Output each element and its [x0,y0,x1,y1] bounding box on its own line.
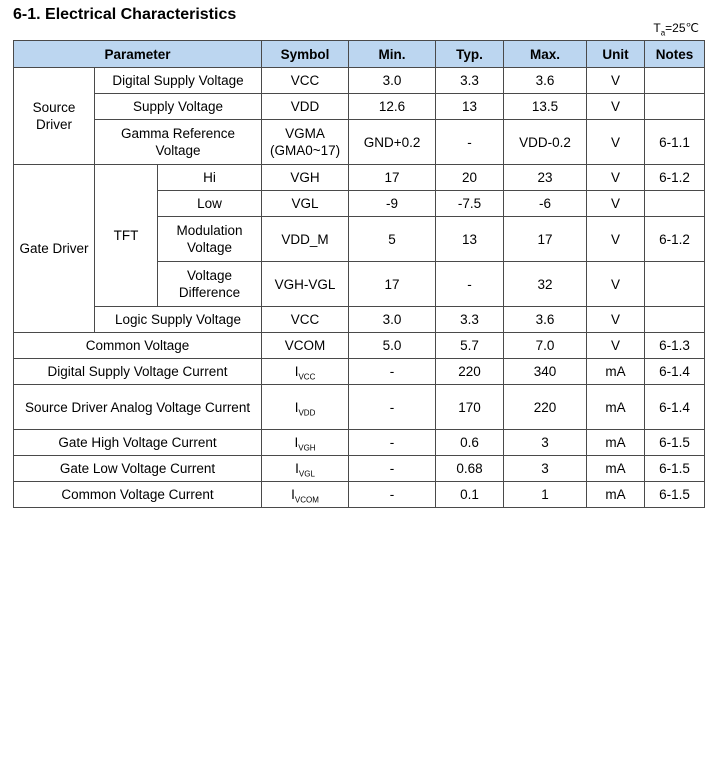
header-unit: Unit [587,41,645,68]
min-cell: - [349,482,436,508]
max-cell: VDD-0.2 [504,120,587,165]
min-cell: 5 [349,217,436,262]
ambient-temperature-condition: $T_a=25℃$ [653,21,699,38]
symbol-cell: VGL [262,191,349,217]
typ-cell: 3.3 [436,68,504,94]
group-source-driver: Source Driver [14,68,95,165]
max-cell: 220 [504,385,587,430]
table-row [14,482,705,508]
notes-cell [645,262,705,307]
symbol-cell: VCC [262,307,349,333]
param-cell: Gate High Voltage Current [14,430,262,456]
symbol-cell: VCC [262,68,349,94]
min-cell: 5.0 [349,333,436,359]
max-cell: 1 [504,482,587,508]
param-cell: Low [158,191,262,217]
typ-cell: 3.3 [436,307,504,333]
section-title: 6-1. Electrical Characteristics [13,6,237,23]
table-row [14,333,705,359]
typ-cell: 0.6 [436,430,504,456]
param-cell: Supply Voltage [95,94,262,120]
symbol-cell: VDD [262,94,349,120]
header-max: Max. [504,41,587,68]
max-cell: 17 [504,217,587,262]
notes-cell [645,307,705,333]
max-cell: 3.6 [504,307,587,333]
table-row [14,456,705,482]
typ-cell: 13 [436,217,504,262]
max-cell: -6 [504,191,587,217]
typ-cell: 220 [436,359,504,385]
param-cell: Gate Low Voltage Current [14,456,262,482]
header-notes: Notes [645,41,705,68]
unit-cell: V [587,217,645,262]
notes-cell: 6-1.5 [645,430,705,456]
unit-cell: V [587,68,645,94]
min-cell: 3.0 [349,307,436,333]
param-cell: Common Voltage Current [14,482,262,508]
max-cell: 3.6 [504,68,587,94]
max-cell: 3 [504,430,587,456]
unit-cell: mA [587,430,645,456]
max-cell: 23 [504,165,587,191]
table-row [14,359,705,385]
table-row [14,165,705,191]
header-symbol: Symbol [262,41,349,68]
header-row [14,41,705,68]
max-cell: 3 [504,456,587,482]
notes-cell: 6-1.1 [645,120,705,165]
typ-cell: - [436,120,504,165]
notes-cell: 6-1.5 [645,482,705,508]
param-cell: Digital Supply Voltage [95,68,262,94]
table-row [14,430,705,456]
unit-cell: mA [587,385,645,430]
min-cell: GND+0.2 [349,120,436,165]
symbol-cell: $I_{VCC}$ [262,359,349,385]
param-cell: Hi [158,165,262,191]
min-cell: 17 [349,165,436,191]
typ-cell: 0.68 [436,456,504,482]
header-typ: Typ. [436,41,504,68]
table-row [14,120,705,165]
table-row [14,68,705,94]
unit-cell: V [587,120,645,165]
typ-cell: 20 [436,165,504,191]
symbol-cell: $I_{VCOM}$ [262,482,349,508]
typ-cell: 0.1 [436,482,504,508]
max-cell: 7.0 [504,333,587,359]
param-cell: Logic Supply Voltage [95,307,262,333]
unit-cell: V [587,262,645,307]
notes-cell [645,94,705,120]
max-cell: 32 [504,262,587,307]
notes-cell: 6-1.5 [645,456,705,482]
header-min: Min. [349,41,436,68]
notes-cell: 6-1.2 [645,165,705,191]
symbol-cell: VDD_M [262,217,349,262]
table-row [14,94,705,120]
table-row [14,385,705,430]
symbol-cell: $I_{VDD}$ [262,385,349,430]
unit-cell: V [587,333,645,359]
group-gate-driver: Gate Driver [14,165,95,333]
unit-cell: V [587,191,645,217]
param-cell: Modulation Voltage [158,217,262,262]
min-cell: -9 [349,191,436,217]
notes-cell: 6-1.3 [645,333,705,359]
param-cell: Common Voltage [14,333,262,359]
notes-cell: 6-1.4 [645,385,705,430]
typ-cell: - [436,262,504,307]
min-cell: 3.0 [349,68,436,94]
param-cell: Digital Supply Voltage Current [14,359,262,385]
symbol-cell: VGH [262,165,349,191]
unit-cell: mA [587,482,645,508]
min-cell: - [349,456,436,482]
min-cell: - [349,430,436,456]
param-cell: Voltage Difference [158,262,262,307]
notes-cell: 6-1.2 [645,217,705,262]
param-cell: Source Driver Analog Voltage Current [14,385,262,430]
electrical-characteristics-table [13,40,705,508]
unit-cell: mA [587,456,645,482]
max-cell: 340 [504,359,587,385]
typ-cell: -7.5 [436,191,504,217]
notes-cell [645,68,705,94]
unit-cell: V [587,165,645,191]
unit-cell: V [587,94,645,120]
symbol-cell: $I_{VGL}$ [262,456,349,482]
unit-cell: V [587,307,645,333]
symbol-cell: VGH-VGL [262,262,349,307]
unit-cell: mA [587,359,645,385]
max-cell: 13.5 [504,94,587,120]
group-tft: TFT [95,165,158,307]
notes-cell: 6-1.4 [645,359,705,385]
min-cell: - [349,359,436,385]
typ-cell: 5.7 [436,333,504,359]
symbol-cell: VCOM [262,333,349,359]
min-cell: - [349,385,436,430]
min-cell: 12.6 [349,94,436,120]
symbol-cell: VGMA (GMA0~17) [262,120,349,165]
typ-cell: 13 [436,94,504,120]
header-parameter: Parameter [14,41,262,68]
table-row [14,307,705,333]
typ-cell: 170 [436,385,504,430]
min-cell: 17 [349,262,436,307]
symbol-cell: $I_{VGH}$ [262,430,349,456]
notes-cell [645,191,705,217]
param-cell: Gamma Reference Voltage [95,120,262,165]
